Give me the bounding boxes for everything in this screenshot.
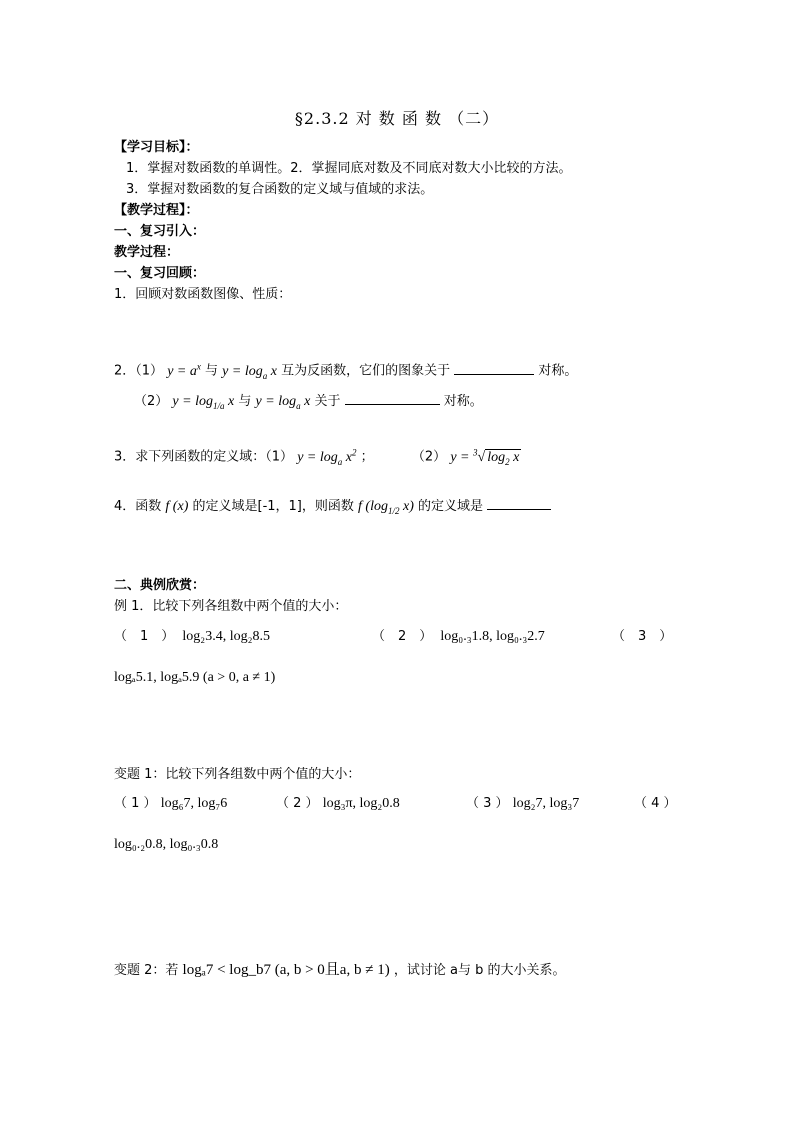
formula-log-reciprocal-base: $y = \log_{1/a} x$ [172,394,235,411]
q3-semicolon: ； [360,449,374,465]
review-heading: 一、复习回顾： [114,266,206,281]
teaching-process-heading: 教学过程： [114,245,180,260]
part-label: （ 3 ） [466,796,509,811]
q3-prefix: 3．求下列函数的定义域：（1） [114,449,294,465]
q2-2-suffix: 对称。 [443,394,483,409]
review-intro-heading: 一、复习引入： [114,224,206,239]
question-1: 1．回顾对数函数图像、性质： [114,287,292,302]
q2-2-mid: 与 [238,394,252,409]
q4-domain-text: 的定义域是[-1，1]，则函数 [192,499,354,514]
q4-prefix: 4．函数 [114,499,162,514]
q2-1-mid: 与 [205,363,219,379]
formula-expression: log₃π, log₂0.8 [322,796,400,811]
variant-1-part-2 [276,795,400,813]
variant-2 [114,961,565,980]
formula-f-of-x: f (x) [165,499,189,514]
formula-inequality: logₐ7 < log_b7 (a, b > 0且a, b ≠ 1) [182,962,390,978]
goal-item-2: 3．掌握对数函数的复合函数的定义域与值域的求法。 [126,182,434,197]
goal-item-1: 1．掌握对数函数的单调性。2．掌握同底对数及不同底对数大小比较的方法。 [126,161,572,176]
answer-blank[interactable] [487,497,551,510]
q2-2-text: 关于 [314,394,341,409]
process-heading: 【教学过程】： [114,203,199,218]
variant-2-prefix: 变题 2：若 [114,963,179,978]
formula-cube-root-log: y = $^3$√ $\log_2 x$ [450,447,520,467]
q2-1-prefix: 2．（1） [114,363,164,379]
q2-2-prefix: （2） [134,394,169,409]
question-3 [114,443,521,470]
variant-2-suffix: ，试讨论 a与 b 的大小关系。 [393,963,566,978]
part-label: （ 1 ） [114,629,175,644]
question-2-1 [114,357,577,384]
example-1-part-3-expression: logₐ5.1, logₐ5.9 (a > 0, a ≠ 1) [114,670,276,685]
answer-blank[interactable] [345,392,440,405]
formula-expression: log₆7, log₇6 [160,796,228,811]
formula-expression: log₂7, log₃7 [512,796,580,811]
page-title: §2.3.2 对 数 函 数 （二） [294,109,500,128]
formula-expression: log₂3.4, log₂8.5 [182,629,270,644]
example-1-title: 例 1．比较下列各组数中两个值的大小： [114,599,348,614]
example-1-part-1 [114,628,270,646]
example-1-part-3-label: （ 3 ） [612,629,673,644]
q3-part-2: （2） [411,449,447,465]
part-label: （ 1 ） [114,796,157,811]
example-1-part-2 [372,628,545,646]
goals-heading: 【学习目标】： [114,140,199,155]
formula-expression: log₀.₃1.8, log₀.₃2.7 [440,629,545,644]
formula-exponential: $y = a^x$ [167,361,201,379]
variant-1-part-4-label: （ 4 ） [634,796,677,811]
answer-blank[interactable] [454,362,534,375]
q2-1-suffix: 对称。 [538,363,578,379]
variant-1-part-1 [114,795,227,813]
variant-1-part-4-expression: log₀.₂0.8, log₀.₃0.8 [114,837,219,852]
variant-1-title: 变题 1：比较下列各组数中两个值的大小： [114,767,361,782]
section-2-heading: 二、典例欣赏： [114,578,206,593]
question-4 [114,497,551,520]
part-label: （ 2 ） [372,629,433,644]
formula-log-x-squared: $y = \log_a x^2$ [297,447,357,467]
formula-log: $y = \log_a x$ [222,363,277,381]
variant-1-part-3 [466,795,579,813]
q2-1-text: 互为反函数，它们的图象关于 [281,363,451,379]
q4-suffix: 的定义域是 [418,499,484,514]
formula-log: $y = \log_a x$ [255,394,311,411]
part-label: （ 2 ） [276,796,319,811]
question-2-2 [134,392,483,415]
formula-f-of-log: f ($\log_{1/2}$ x) [358,499,414,516]
